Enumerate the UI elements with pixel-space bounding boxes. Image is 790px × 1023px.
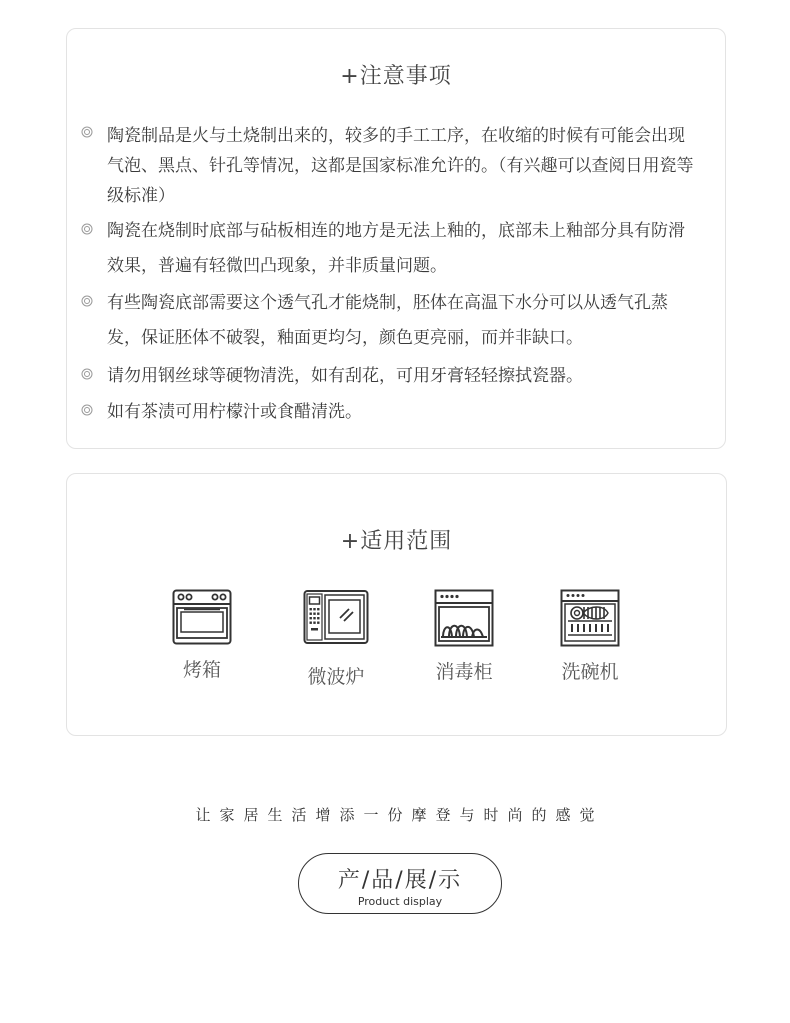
notes-list: [81, 121, 701, 429]
slogan: 让家居生活增添一份摩登与时尚的感觉: [195, 806, 604, 824]
list-item: [81, 395, 701, 429]
appliance-label: 微波炉: [307, 666, 365, 688]
note-text: 如有茶渍可用柠檬汁或食醋清洗。: [107, 402, 362, 422]
list-item: [81, 214, 701, 284]
note-text: 陶瓷在烧制时底部与砧板相连的地方是无法上釉的，底部未上釉部分具有防滑效果，普遍有轻微凹凸现象，并非质量问题。: [107, 221, 685, 276]
circle-bullet-icon: [81, 223, 93, 235]
product-display-badge: [298, 853, 502, 914]
list-item: [81, 121, 701, 211]
usage-card: [66, 473, 727, 736]
appliance-label: 烤箱: [182, 659, 221, 681]
sterilizer-icon: [434, 589, 494, 647]
note-text: 有些陶瓷底部需要这个透气孔才能烧制，胚体在高温下水分可以从透气孔蒸发，保证胚体不破裂，釉面更均匀，颜色更亮丽，而并非缺口。: [107, 293, 668, 348]
circle-bullet-icon: [81, 368, 93, 380]
list-item: [81, 359, 701, 393]
usage-title: +适用范围: [340, 529, 453, 554]
oven-icon: [172, 589, 232, 645]
appliance-label: 洗碗机: [561, 661, 619, 683]
list-item: [81, 286, 701, 356]
appliance-dishwasher: [545, 589, 635, 684]
dishwasher-icon: [560, 589, 620, 647]
microwave-icon: [303, 589, 369, 645]
badge-subtitle: Product display: [357, 895, 443, 908]
appliance-oven: [157, 589, 247, 682]
notes-card: [66, 28, 726, 449]
appliance-label: 消毒柜: [435, 661, 493, 683]
note-text: 陶瓷制品是火与土烧制出来的，较多的手工工序，在收缩的时候有可能会出现气泡、黑点、针孔等情况，这都是国家标准允许的。（有兴趣可以查阅日用瓷等级标准）: [107, 126, 694, 206]
circle-bullet-icon: [81, 126, 93, 138]
badge-title: 产/品/展/示: [337, 868, 463, 893]
circle-bullet-icon: [81, 295, 93, 307]
appliance-microwave: [291, 589, 381, 689]
circle-bullet-icon: [81, 404, 93, 416]
notes-title: +注意事项: [340, 64, 452, 89]
appliance-sterilizer: [419, 589, 509, 684]
note-text: 请勿用钢丝球等硬物清洗，如有刮花，可用牙膏轻轻擦拭瓷器。: [107, 366, 583, 386]
